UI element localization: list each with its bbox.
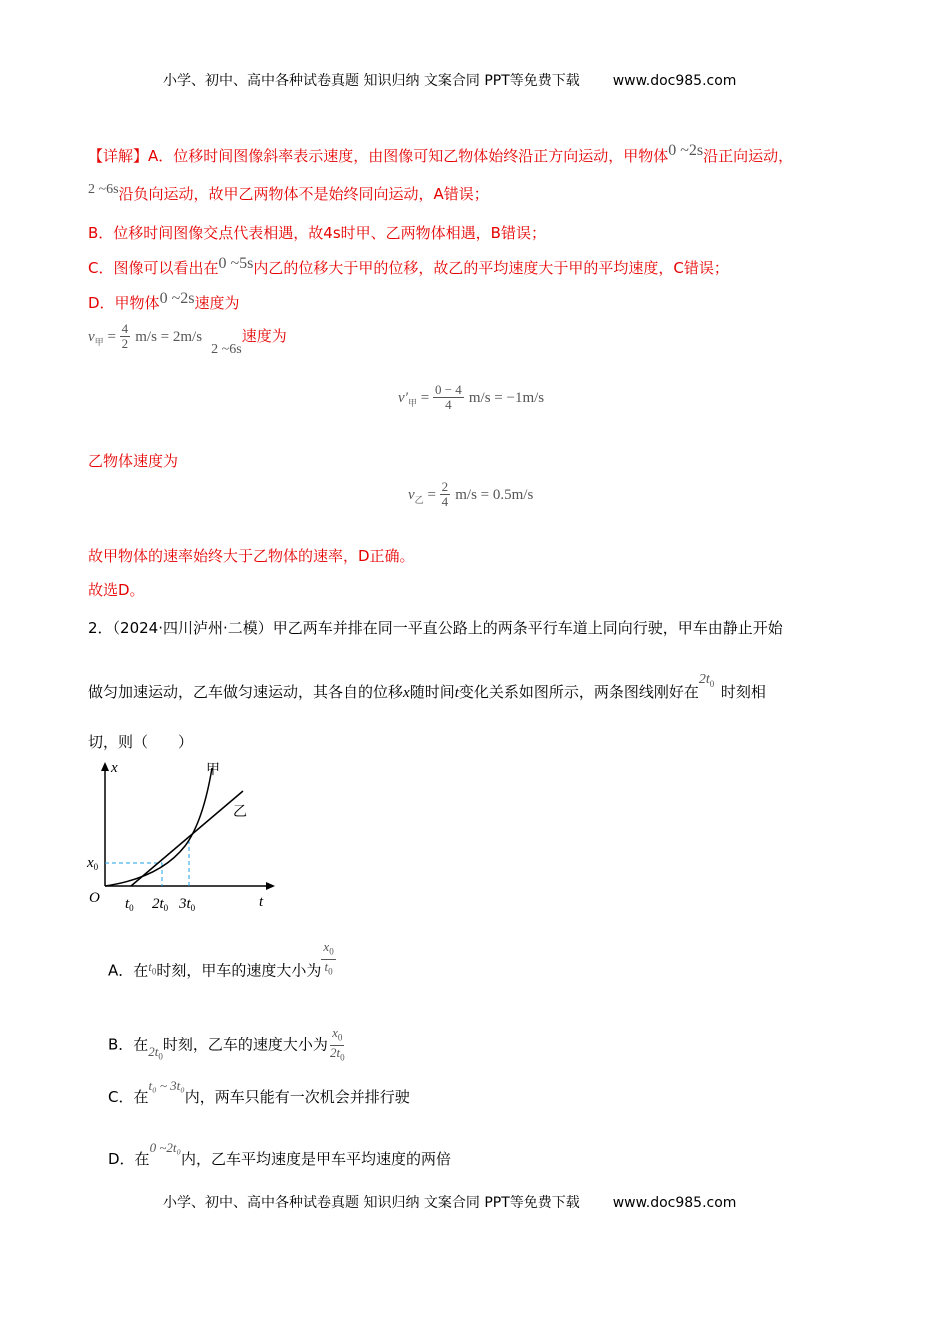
solution-line-b: B．位移时间图像交点代表相遇，故4s时甲、乙两物体相遇，B错误； (88, 224, 546, 242)
solution-conclusion: 故甲物体的速率始终大于乙物体的速率，D正确。 (88, 547, 415, 565)
solution-text: 速度为 (194, 294, 240, 312)
line-yi (131, 791, 243, 886)
math-rhs: m/s = 0.5m/s (455, 487, 534, 503)
equation-v-jia: $v_甲$ = $\frac{4}{2}$ m/s = 2m/s 2 ~6s速度为 (88, 321, 287, 357)
question-text: 做匀加速运动，乙车做匀速运动，其各自的位移 (88, 683, 404, 701)
option-text: C．在 (108, 1088, 149, 1106)
math-inline: t₀ ~ 3t₀ (148, 1078, 185, 1093)
t0-label: $t_0$ (125, 896, 134, 913)
math-sub: 0 (709, 678, 715, 689)
t3-label: $3t_0$ (179, 896, 196, 913)
option-text: 内，两车只能有一次机会并排行驶 (184, 1088, 410, 1106)
question-text: 变化关系如图所示，两条图线刚好在 (458, 683, 699, 701)
option-d[interactable] (108, 1140, 451, 1169)
origin-label: O (89, 890, 100, 906)
option-text: D．在 (108, 1150, 150, 1168)
math-var: 2t (148, 1043, 159, 1059)
curve-jia (105, 768, 212, 886)
solution-line-yi: 乙物体速度为 (88, 452, 179, 470)
fraction-numerator: 4 (121, 321, 129, 336)
math-var: v (88, 329, 95, 345)
math-sub: 乙 (414, 495, 424, 505)
page-header (163, 70, 736, 90)
solution-line-c (88, 257, 729, 278)
option-text: A．在 (108, 961, 149, 980)
math-var: 2t (698, 672, 710, 687)
position-time-graph (85, 758, 285, 918)
option-text: 内，乙车平均速度是甲车平均速度的两倍 (180, 1150, 451, 1168)
question-stem-1: 2．（2024·四川泸州·二模）甲乙两车并排在同一平直公路上的两条平行车道上同向行驶，甲车由静止开始 (88, 619, 783, 637)
math-var: v′ (398, 390, 408, 406)
equation-v-yi: $v_乙$ = $\frac{2}{4}$ m/s = 0.5m/s (408, 479, 534, 509)
math-var: 2t (329, 1044, 341, 1060)
equation-v-jia-prime: $v'_甲$ = $\frac{0 - 4}{4}$ m/s = −1m/s (398, 382, 545, 412)
option-text: 时刻，乙车的速度大小为 (162, 1035, 328, 1054)
y-axis-label: x (111, 760, 118, 776)
math-sub: 0 (158, 1051, 163, 1062)
math-inline: 0 ~2t₀ (149, 1140, 181, 1155)
question-text: 随时间 (409, 683, 455, 701)
math-sub: 0 (340, 1052, 345, 1063)
solution-text: D．甲物体 (88, 294, 160, 312)
math-sub: 甲 (94, 337, 104, 347)
solution-line-d (88, 292, 239, 313)
math-var: x (332, 1025, 338, 1040)
line-yi-label: 乙 (233, 804, 247, 820)
solution-line-a1 (88, 142, 794, 166)
math-rhs: m/s = −1m/s (468, 390, 545, 406)
math-rhs: m/s = 2m/s (135, 329, 203, 345)
fraction-denominator: 4 (445, 397, 452, 412)
page-footer (163, 1192, 736, 1212)
math-inline: 0 ~2s (668, 142, 704, 159)
solution-text: 速度为 (241, 327, 287, 345)
x0-label: $x_0$ (87, 855, 99, 872)
math-sub: 0 (151, 966, 157, 977)
math-inline: 0 ~5s (218, 255, 254, 272)
solution-text: 沿负向运动，故甲乙两物体不是始终同向运动，A错误； (118, 185, 489, 203)
math-var: x (323, 939, 330, 954)
x-axis-label: t (259, 894, 264, 910)
fraction-denominator: 4 (441, 494, 449, 509)
math-var: x (403, 685, 410, 701)
question-stem-3: 切，则（ ） (88, 733, 194, 751)
option-b[interactable] (108, 1026, 347, 1064)
option-text: B．在 (108, 1035, 149, 1054)
math-sub: 甲 (407, 398, 417, 408)
math-inline: 2 ~6s (88, 182, 119, 197)
solution-answer: 故选D。 (88, 581, 145, 599)
footer-url[interactable]: www.doc985.com (612, 1195, 737, 1211)
question-stem-2 (88, 672, 766, 703)
solution-line-a2 (88, 183, 489, 204)
fraction-denominator: 2 (121, 336, 129, 351)
math-sub: 0 (329, 946, 334, 957)
curve-jia-label: 甲 (206, 762, 220, 778)
solution-text: 内乙的位移大于甲的位移，故乙的平均速度大于甲的平均速度，C错误； (253, 259, 729, 277)
t2-label: $2t_0$ (152, 896, 169, 913)
fraction-numerator: 0 − 4 (434, 382, 462, 397)
option-text: 时刻，甲车的速度大小为 (156, 961, 322, 980)
solution-text: 【详解】A．位移时间图像斜率表示速度，由图像可知乙物体始终沿正方向运动，甲物体 (88, 147, 669, 165)
solution-text: 沿正向运动， (703, 147, 794, 165)
fraction-numerator: 2 (441, 479, 449, 494)
math-inline: 0 ~2s (159, 290, 195, 307)
t-axis-arrow-icon (266, 882, 275, 890)
x-axis-arrow-icon (101, 762, 109, 771)
math-inline: 2 ~6s (211, 342, 242, 357)
solution-text: C．图像可以看出在 (88, 259, 219, 277)
math-sub: 0 (337, 1032, 343, 1043)
math-var: t (454, 685, 459, 701)
option-c[interactable] (108, 1078, 410, 1107)
question-text: 时刻相 (720, 683, 766, 701)
math-var: v (408, 487, 415, 503)
option-a[interactable] (108, 939, 336, 990)
footer-text: 小学、初中、高中各种试卷真题 知识归纳 文案合同 PPT等免费下载 (163, 1195, 580, 1211)
header-text: 小学、初中、高中各种试卷真题 知识归纳 文案合同 PPT等免费下载 (163, 73, 580, 89)
math-sub: 0 (328, 966, 333, 977)
math-var: t (324, 958, 329, 974)
header-url[interactable]: www.doc985.com (612, 73, 737, 89)
math-var: t (148, 958, 152, 974)
